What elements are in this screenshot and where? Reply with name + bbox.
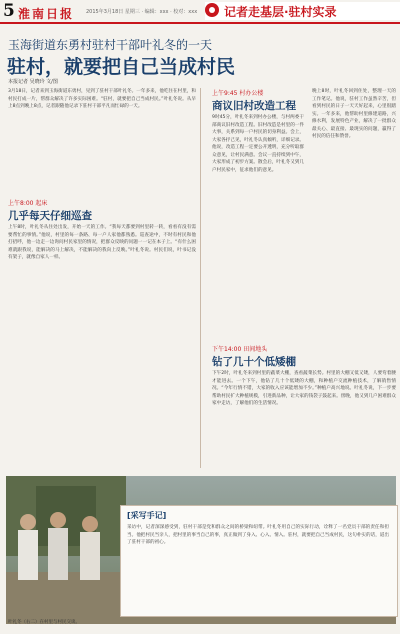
section-heading (212, 344, 296, 369)
section-heading (212, 88, 296, 113)
issue-meta: 2015年3月18日 星期三 · 编辑：xxx · 校对：xxx (86, 9, 198, 15)
reporter-notes-title: [采写手记] (127, 511, 167, 520)
section-title: 商议旧村改造工程 (212, 100, 296, 112)
section-heading (8, 198, 92, 223)
section-title: 钻了几十个低矮棚 (212, 356, 296, 368)
article-byline: 本报记者 吴晓玲 文/图 (8, 79, 58, 85)
section-time: 上午8:00 起床 (8, 200, 48, 207)
reporter-notes-body: 采访中，记者深深感受到，驻村干部是党和群众之间的桥梁和纽带。叶礼冬用自己的实际行动，诠释了一名党员干部的责任和担当。他把村民当亲人，把村里的事当自己的事，真正做到了身入、心入、情入。驻村，就要把自己当成村民，这句朴实的话，道出了驻村干部的初心。 (127, 525, 389, 545)
section-body: 9时45分，叶礼冬来到村办公楼，与村两委干部商议旧村改造工程。旧村改造是村里的一件大事，关系到每一户村民的切身利益。会上，大家各抒己见，叶礼冬认真倾听，详细记录。他说，改造工程一定要公开透明，充分听取群众意见，让村民满意。会议一直持续到中午，大家形成了初步方案。散会后，叶礼冬又到几户村民家中，征求他们的意见。 (212, 115, 304, 173)
column-title: 记者走基层·驻村实录 (224, 5, 337, 19)
photo-caption: 叶礼冬（右二）在村里与村民交谈。 (8, 620, 80, 625)
page-number: 5 (3, 1, 15, 21)
section-time: 下午14:00 田间地头 (212, 346, 268, 353)
article-lead: 3月18日，记者来到玉海街道东勇村，见到了驻村干部叶礼冬。一年多来，他吃住在村里，和村民打成一片，帮群众解决了许多实际困难。“驻村，就要把自己当成村民。”叶礼冬说。从早上8点到晚上8点，记者跟随他记录下驻村干部平凡而忙碌的一天。 (8, 89, 196, 109)
masthead (0, 0, 400, 24)
section-body: 下午2时，叶礼冬来到村里的蔬菜大棚，查看蔬菜长势。村里的大棚又低又矮，人要弯着腰才能进去。一个下午，他钻了几十个低矮的大棚，和种植户交流种植技术，了解销售情况。“今年行情不错，大家的收入应该能增加不少。”种植户高兴地说。叶礼冬说，下一步要帮助村民扩大种植规模，引进新品种，让大家的钱袋子鼓起来。傍晚，他又到几户困难群众家中走访，了解他们的生活情况。 (212, 371, 396, 406)
header-rule (0, 22, 400, 24)
section-time: 上午9:45 村办公楼 (212, 90, 264, 97)
section-body: 上午8时，叶礼冬从住处出发，开始一天的工作。“我每天都要到村里转一转，看看有没有需要帮忙的事情。”他说，村里的每一条路、每一户人家他都熟悉。巡查途中，不时有村民和他打招呼，他一边走一边询问村民家里的情况，把群众反映的问题一一记在本子上。“有什么困难就跟我说，能解决的马上解决，不能解决的我向上反映。”叶礼冬说。村民们说，叶书记没有架子，就像自家人一样。 (8, 225, 196, 260)
section-title: 几乎每天仔细巡查 (8, 210, 92, 222)
side-column: 晚上8时，叶礼冬回到住处，整理一天的工作笔记。他说，驻村工作虽然辛苦，但看到村民的日子一天天好起来，心里很踏实。一年多来，他帮助村里修建道路，兴修水利，发展特色产业，解决了一批群众最关心、最直接、最现实的问题，赢得了村民的信任和赞誉。 (312, 89, 396, 139)
article-headline: 驻村，就要把自己当成村民 (7, 56, 236, 78)
newspaper-name: 淮南日报 (18, 7, 75, 21)
location-pin-icon (205, 3, 219, 17)
column-divider (200, 88, 201, 468)
article-kicker: 玉海街道东勇村驻村干部叶礼冬的一天 (8, 38, 213, 52)
